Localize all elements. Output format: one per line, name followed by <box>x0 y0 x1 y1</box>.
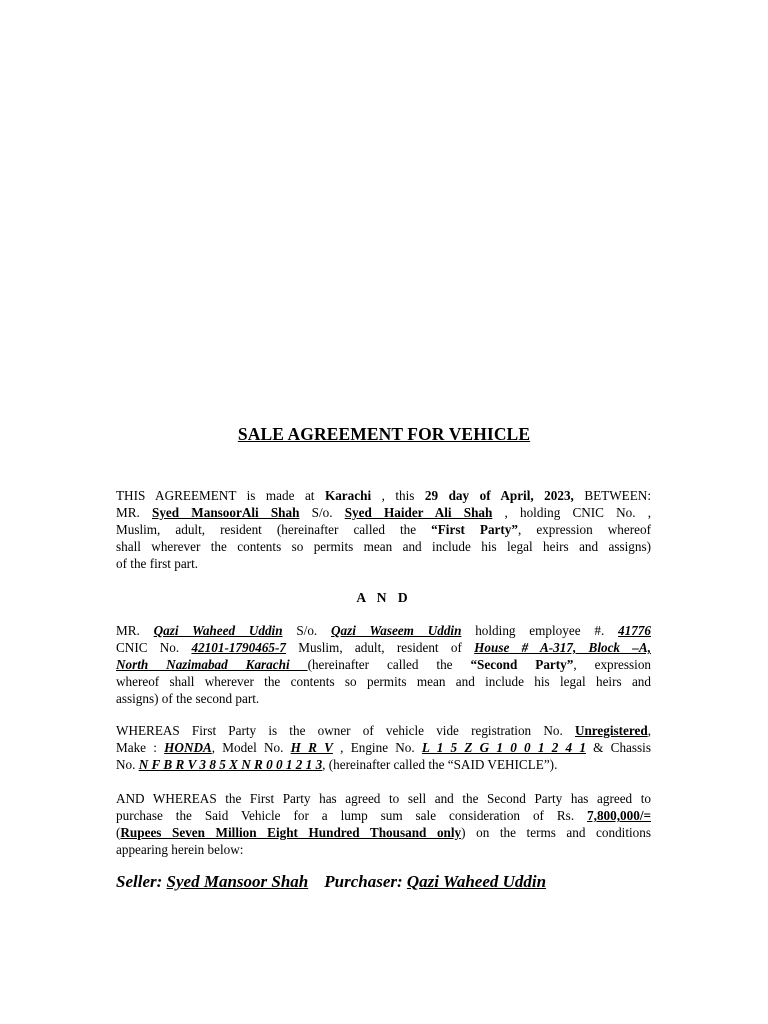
text: , Engine No. <box>332 740 422 755</box>
text-line <box>116 739 651 756</box>
buyer-father-name: Qazi Waseem Uddin <box>331 623 462 638</box>
document-title: SALE AGREEMENT FOR VEHICLE <box>237 424 531 444</box>
text-line: appearing herein below: <box>116 842 244 857</box>
seller-father-name: Syed Haider Ali Shah <box>344 505 493 520</box>
text: No. <box>116 757 139 772</box>
city: Karachi <box>324 488 372 503</box>
vehicle-model: H R V <box>290 740 333 755</box>
second-party-paragraph <box>116 622 651 707</box>
text-line: shall wherever the contents so permits mean and include his legal heirs and assigns) <box>116 539 651 554</box>
text: S/o. <box>282 623 332 638</box>
purchaser-signature-name: Qazi Waheed Uddin <box>406 872 547 891</box>
text: (hereinafter called the <box>307 657 471 672</box>
text: MR. <box>116 623 154 638</box>
seller-name: Syed MansoorAli Shah <box>152 505 300 520</box>
text: , expression <box>573 657 652 672</box>
text: holding employee #. <box>461 623 619 638</box>
text: ( <box>116 825 121 840</box>
buyer-name: Qazi Waheed Uddin <box>153 623 283 638</box>
first-party-term: “First Party” <box>431 522 518 537</box>
text: , expression whereof <box>517 522 651 537</box>
text: Muslim, adult, resident of <box>286 640 475 655</box>
employee-number: 41776 <box>618 623 651 638</box>
text: , Model No. <box>211 740 291 755</box>
text-line: whereof shall wherever the contents so permits mean and include his legal heirs and <box>116 674 651 689</box>
buyer-address-continued: North Nazimabad Karachi <box>116 657 308 672</box>
text-line <box>116 807 651 824</box>
text: & Chassis <box>585 740 651 755</box>
text: BETWEEN: <box>573 488 651 503</box>
text-line <box>116 756 651 773</box>
text: WHEREAS First Party is the owner of vehicle vide registration No. <box>116 723 575 738</box>
text: MR. <box>116 505 152 520</box>
vehicle-details-paragraph <box>116 722 651 773</box>
text-line <box>116 656 651 673</box>
cnic-number: 42101-1790465-7 <box>191 640 286 655</box>
agreement-date: 29 day of April, 2023, <box>424 488 574 503</box>
text: , this <box>371 488 425 503</box>
sale-amount-words: Rupees Seven Million Eight Hundred Thousand only <box>120 825 462 840</box>
text: , <box>647 723 651 738</box>
text: , holding CNIC No. , <box>492 505 652 520</box>
chassis-number: N F B R V 3 8 5 X N R 0 0 1 2 1 3 <box>138 757 323 772</box>
sale-consideration-paragraph <box>116 790 651 858</box>
second-party-term: “Second Party” <box>470 657 574 672</box>
text: ) on the terms and conditions <box>461 825 651 840</box>
text: , (hereinafter called the “SAID VEHICLE”). <box>322 757 558 772</box>
text: Muslim, adult, resident (hereinafter called the <box>116 522 432 537</box>
purchaser-label: Purchaser: <box>324 872 407 891</box>
text-line: assigns) of the second part. <box>116 691 260 706</box>
engine-number: L 1 5 Z G 1 0 0 1 2 4 1 <box>421 740 586 755</box>
and-separator: A N D <box>356 590 412 605</box>
text-line <box>116 639 651 656</box>
signature-line <box>116 872 546 892</box>
text-line <box>116 824 651 841</box>
text-line: AND WHEREAS the First Party has agreed to sell and the Second Party has agreed to <box>116 791 651 806</box>
vehicle-make: HONDA <box>164 740 212 755</box>
sale-amount: 7,800,000/= <box>587 808 651 823</box>
text-line: of the first part. <box>116 556 199 571</box>
seller-label: Seller: <box>116 872 167 891</box>
text-line <box>116 487 651 504</box>
text-line <box>116 722 651 739</box>
text: S/o. <box>299 505 345 520</box>
registration-status: Unregistered <box>574 723 648 738</box>
text: THIS AGREEMENT is made at <box>116 488 325 503</box>
text: purchase the Said Vehicle for a lump sum sale consideration of Rs. <box>116 808 588 823</box>
buyer-address: House # A-317, Block –A, <box>474 640 651 655</box>
agreement-intro-paragraph <box>116 487 651 572</box>
text-line <box>116 622 651 639</box>
text-line <box>116 521 651 538</box>
text: CNIC No. <box>116 640 192 655</box>
text-line <box>116 504 651 521</box>
text: Make : <box>116 740 165 755</box>
seller-signature-name: Syed Mansoor Shah <box>166 872 309 891</box>
